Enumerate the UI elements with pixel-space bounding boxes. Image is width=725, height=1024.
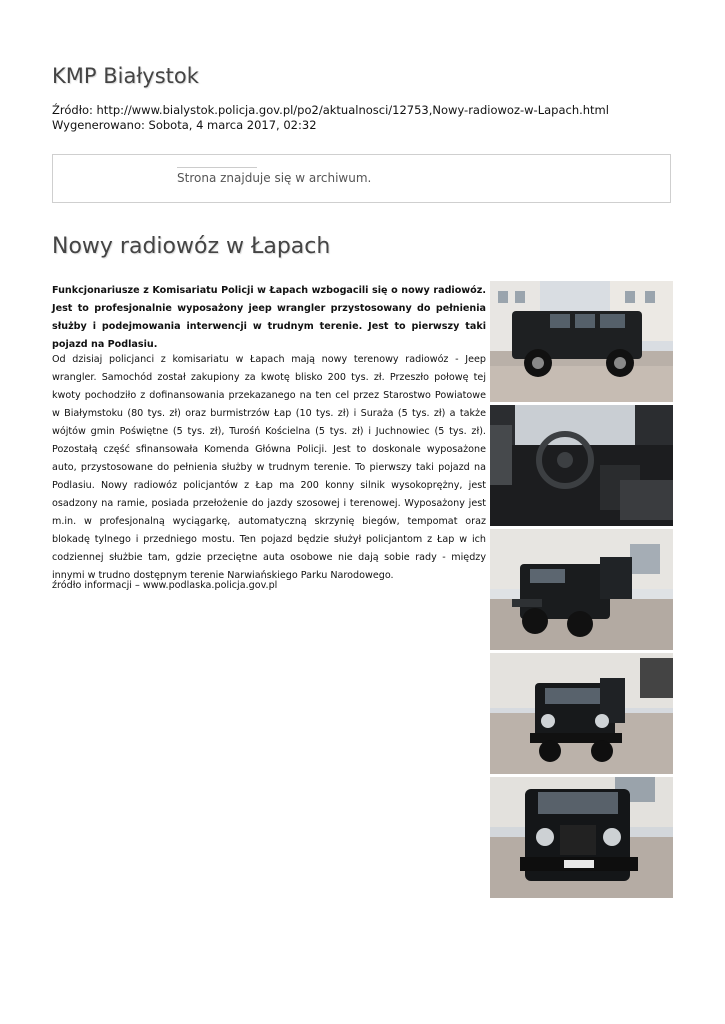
generated-date-line: Wygenerowano: Sobota, 4 marca 2017, 02:32: [52, 118, 317, 132]
site-title: KMP Białystok: [52, 64, 199, 88]
archive-message: Strona znajduje się w archiwum.: [177, 171, 372, 185]
document-meta: [52, 103, 609, 133]
article-body: Od dzisiaj policjanci z komisariatu w Łapach mają nowy terenowy radiowóz - Jeep wrangler. Samochód został zakupiony za kwotę blisko 200 tys. zł. Przeszło połowę tej kwoty pochodziło z dofinansowania przekazanego na ten cel przez Starostwo Powiatowe w Białymstoku (80 tys. zł) oraz burmistrzów Łap (10 tys. zł) i Suraża (5 tys. zł) a także wójtów gmin Poświętne (5 tys. zł), Turośń Kościelna (5 tys. zł) i Juchnowiec (5 tys. zł). Pozostałą część sfinansowała Komenda Główna Policji. Jest to doskonale wyposażone auto, przystosowane do pełnienia służby w trudnym terenie. To pierwszy taki pojazd na Podlasiu. Nowy radiowóz policjantów z Łap ma 200 konny silnik wysokoprężny, jest osadzony na ramie, posiada przełożenie do jazdy szosowej i terenowej. Wyposażony jest m.in. w profesjonalną wyciągarkę, automatyczną skrzynię biegów, tempomat oraz blokadę tylnego i przedniego mostu. Ten pojazd będzie służył policjantom z Łap w ich codziennej służbie tam, gdzie przeciętne auta osobowe nie dają sobie rady - między innymi w trudno dostępnym terenie Narwiańskiego Parku Narodowego.: [52, 354, 486, 581]
jeep-photo-side[interactable]: [490, 281, 673, 402]
article-lead: Funkcjonariusze z Komisariatu Policji w Łapach wzbogacili się o nowy radiowóz. Jest to profesjonalnie wyposażony jeep wrangler przystosowany do pełnienia służby i podejmowania interwencji w trudnym terenie. Jest to pierwszy taki pojazd na Podlasiu.: [52, 285, 486, 350]
jeep-photo-interior[interactable]: [490, 405, 673, 526]
source-url-line: Źródło: http://www.bialystok.policja.gov.pl/po2/aktualnosci/12753,Nowy-radiowoz-w-Lapach.html: [52, 103, 609, 117]
jeep-photo-door-open[interactable]: [490, 529, 673, 650]
archive-divider: [177, 167, 257, 168]
article-title: Nowy radiowóz w Łapach: [52, 234, 331, 259]
archive-notice: [52, 154, 671, 203]
photo-gallery: [490, 281, 673, 901]
jeep-photo-front-doors-open[interactable]: [490, 653, 673, 774]
article-source: źródło informacji – www.podlaska.policja.gov.pl: [52, 580, 278, 591]
jeep-photo-front[interactable]: [490, 777, 673, 898]
